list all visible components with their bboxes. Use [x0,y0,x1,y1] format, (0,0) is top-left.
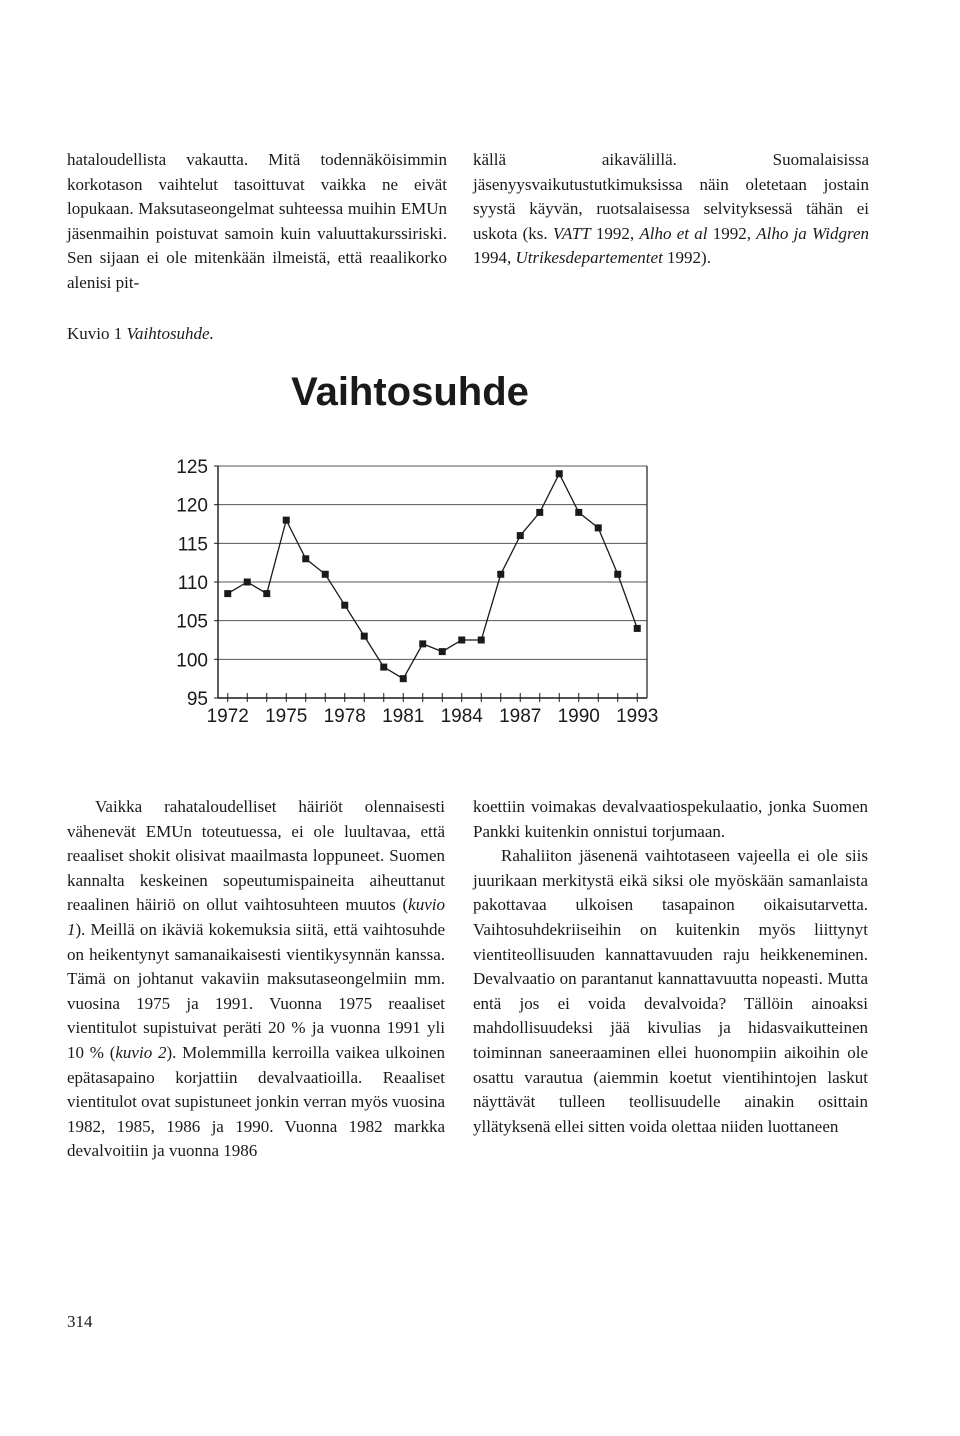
y-tick-label: 95 [186,689,208,710]
data-point [361,633,368,640]
reference-alho: Alho et al [639,223,708,243]
data-point [302,555,309,562]
paragraph: hataloudellista vakautta. Mitä todennäköisimmin korkotason vaihtelut tasoittuvat vaikka ne eivät lopukaan. Maksutaseongelmat suhteessa muihin EMUn jäsenmaihin poistuvat samoin kuin valuuttakurssiriski. Sen sijaan ei ole mitenkään ilmeistä, että reaalikorko alenisi pit- [67,150,447,292]
figure-reference: kuvio 2 [115,1042,167,1062]
x-tick-label: 1978 [323,706,366,727]
x-tick-labels [207,706,659,727]
y-tick-label: 100 [176,650,208,672]
data-point [575,509,582,516]
data-point [634,625,641,632]
reference-year: 1992, [590,223,640,243]
paragraph-text: ). Molemmilla kerroilla vaikea ulkoinen epätasapaino korjattiin devalvaatioilla. Reaaliset vientitulot ovat supistuneet jonkin verran myös vuosina 1982, 1985, 1986 ja 1990. Vuonna 1982 markka devalvoitiin ja vuonna 1986 [67,1042,445,1161]
data-point [536,509,543,516]
line-chart [140,360,680,755]
figure-caption [67,324,214,344]
reference-year: 1992). [662,248,711,268]
data-point [244,579,251,586]
y-tick-label: 105 [176,611,208,633]
x-tick-label: 1981 [382,706,425,727]
reference-alho-widgren: Alho ja Widgren [756,223,870,243]
x-tick-label: 1990 [557,706,600,727]
figure-caption-prefix: Kuvio 1 [67,324,127,343]
axes [214,466,647,702]
y-tick-label: 125 [176,457,208,478]
page-number: 314 [67,1312,93,1331]
y-tick-label: 120 [176,495,208,517]
x-tick-label: 1975 [265,706,308,727]
x-tick-label: 1972 [206,706,249,727]
reference-year: 1994, [473,248,516,268]
text-column-bottom-left [67,795,445,1164]
chart-title: Vaihtosuhde [291,370,529,414]
data-point [224,590,231,597]
x-tick-label: 1993 [616,706,659,727]
data-point [400,675,407,682]
data-point [283,517,290,524]
data-point [478,637,485,644]
reference-vatt: VATT [552,223,591,243]
text-column-bottom-right [473,795,868,1139]
y-tick-label: 115 [177,534,208,556]
paragraph-text: ). Meillä on ikäviä kokemuksia siitä, että vaihtosuhde on heikentynyt samanaikaisesti vientikysynnän kanssa. Tämä on johtanut vakaviin maksutaseongelmiin mm. vuosina 1975 ja 1991. Vuonna 1975 reaaliset vientitulot supistuivat peräti 20 % ja vuonna 1991 yli 10 % ( [67,919,445,1062]
data-point [556,470,563,477]
data-points [224,470,641,682]
text-column-top-left [67,148,447,296]
paragraph-text: Vaikka rahataloudelliset häiriöt olennaisesti vähenevät EMUn toteutuessa, ei ole luultavaa, että reaaliset shokit olisivat maailmasta loppuneet. Suomen kannalta keskeinen sopeutumispaineita aiheuttanut reaalinen häiriö on ollut vaihtosuhteen muutos ( [67,797,445,915]
data-point [517,532,524,539]
data-point [595,524,602,531]
paragraph [473,148,869,271]
data-point [341,602,348,609]
y-tick-labels [176,457,208,710]
gridlines [218,466,647,659]
text-column-top-right [473,148,869,271]
data-point [322,571,329,578]
paragraph: koettiin voimakas devalvaatiospekulaatio, jonka Suomen Pankki kuitenkin onnistui torjumaan. [473,797,868,841]
paragraph: Rahaliiton jäsenenä vaihtotaseen vajeella ei ole siis juurikaan merkitystä eikä siksi ole myöskään samanlaista pakottavaa ulkoisen tasapainon oikaisutarvetta. Vaihtosuhdekriiseihin on kuitenkin myös liittynyt vientiteollisuuden kannattavuuden raju heikkeneminen. Devalvaatio on parantanut kannattavuutta nopeasti. Mutta entä jos ei voida devalvoida? Tällöin ainoaksi mahdollisuudeksi jää kivulias ja hidasvaikutteinen toiminnan saneeraaminen ellei huonompiin aikoihin ole osattu varautua (aiemmin koetut vientihintojen laskut näyttävät tulleen teollisuudelle ainakin osittain yllätyksenä ellei sitten voida olettaa niiden luottaneen [473,846,868,1136]
x-tick-label: 1987 [499,706,542,727]
data-point [439,648,446,655]
figure-caption-title: Vaihtosuhde. [126,324,214,343]
paragraph [67,795,445,1164]
reference-utrikesdepartementet: Utrikesdepartementet [515,248,663,268]
data-point [497,571,504,578]
y-tick-label: 110 [177,573,208,594]
x-tick-label: 1984 [440,706,483,727]
data-point [458,637,465,644]
figure-reference: kuvio 1 [67,895,445,939]
data-point [614,571,621,578]
data-point [380,664,387,671]
data-point [263,590,270,597]
paragraph-text: källä aikavälillä. Suomalaisissa jäsenyysvaikutustutkimuksissa näin oletetaan jostain syystä käyvän, ruotsalaisessa selvityksessä tähän ei uskota (ks. [473,150,869,243]
reference-year: 1992, [707,223,757,243]
data-point [419,640,426,647]
